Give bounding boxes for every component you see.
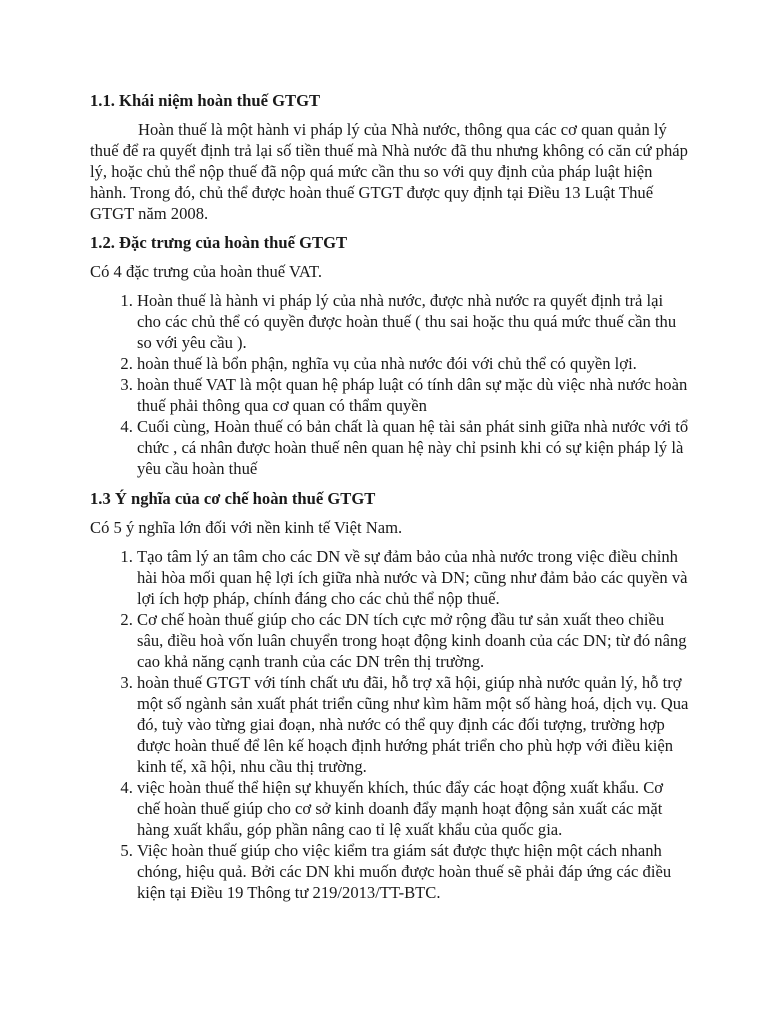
section-1-2-intro: Có 4 đặc trưng của hoàn thuế VAT. — [90, 262, 323, 281]
document-body — [90, 90, 690, 912]
section-1-2-list — [90, 290, 690, 479]
list-item: 5. Việc hoàn thuế giúp cho việc kiểm tra giám sát được thực hiện một cách nhanh chóng, hiệu quả. Bởi các DN khi muốn được hoàn thuế sẽ phải đáp ứng các điều kiện tại Điều 19 Thông tư 219/2013/TT-BTC. — [137, 840, 690, 903]
list-item: 3. hoàn thuế GTGT với tính chất ưu đãi, hỗ trợ xã hội, giúp nhà nước quản lý, hỗ trợ một số ngành sản xuất phát triển cũng như kìm hãm một số hàng hoá, dịch vụ. Qua đó, tuỳ vào từng giai đoạn, nhà nước có thể quy định các đối tượng, trường hợp được hoàn thuế để lên kế hoạch định hướng phát triển cho phù hợp với điều kiện kinh tế, xã hội, nhu cầu thị trường. — [137, 672, 690, 777]
list-item: 2. Cơ chế hoàn thuế giúp cho các DN tích cực mở rộng đầu tư sản xuất theo chiều sâu, điều hoà vốn luân chuyển trong hoạt động kinh doanh của các DN; từ đó nâng cao khả năng cạnh tranh của các DN trên thị trường. — [137, 609, 690, 672]
section-1-3-intro: Có 5 ý nghĩa lớn đối với nền kinh tế Việt Nam. — [90, 518, 403, 537]
section-heading-1-3: 1.3 Ý nghĩa của cơ chế hoàn thuế GTGT — [90, 489, 376, 508]
list-item: 4. Cuối cùng, Hoàn thuế có bản chất là quan hệ tài sản phát sinh giữa nhà nước với tổ chức , cá nhân được hoàn thuế nên quan hệ này chỉ psinh khi có sự kiện pháp lý là yêu cầu hoàn thuế — [137, 416, 690, 479]
section-1-1-paragraph: Hoàn thuế là một hành vi pháp lý của Nhà nước, thông qua các cơ quan quản lý thuế để ra quyết định trả lại số tiền thuế mà Nhà nước đã thu nhưng không có căn cứ pháp lý, hoặc chủ thể nộp thuế đã nộp quá mức cần thu so với quy định của pháp luật hiện hành. Trong đó, chủ thể được hoàn thuế GTGT được quy định tại Điều 13 Luật Thuế GTGT năm 2008. — [90, 120, 688, 223]
section-heading-1-2: 1.2. Đặc trưng của hoàn thuế GTGT — [90, 233, 348, 252]
section-heading-1-1: 1.1. Khái niệm hoàn thuế GTGT — [90, 91, 321, 110]
list-item: 3. hoàn thuế VAT là một quan hệ pháp luật có tính dân sự mặc dù việc nhà nước hoàn thuế phải thông qua cơ quan có thẩm quyền — [137, 374, 690, 416]
list-item: 2. hoàn thuế là bổn phận, nghĩa vụ của nhà nước đói với chủ thể có quyền lợi. — [137, 353, 690, 374]
list-item: 1. Tạo tâm lý an tâm cho các DN về sự đảm bảo của nhà nước trong việc điều chỉnh hài hòa mối quan hệ lợi ích giữa nhà nước và DN; cũng như đảm bảo các quyền và lợi ích hợp pháp, chính đáng cho các chủ thể nộp thuế. — [137, 546, 690, 609]
list-item: 4. việc hoàn thuế thể hiện sự khuyến khích, thúc đẩy các hoạt động xuất khẩu. Cơ chế hoàn thuế giúp cho cơ sở kinh doanh đẩy mạnh hoạt động sản xuất các mặt hàng xuất khẩu, góp phần nâng cao tỉ lệ xuất khẩu của quốc gia. — [137, 777, 690, 840]
list-item: 1. Hoàn thuế là hành vi pháp lý của nhà nước, được nhà nước ra quyết định trả lại cho các chủ thể có quyền được hoàn thuế ( thu sai hoặc thu quá mức thuế cần thu so với yêu cầu ). — [137, 290, 690, 353]
section-1-3-list — [90, 546, 690, 903]
